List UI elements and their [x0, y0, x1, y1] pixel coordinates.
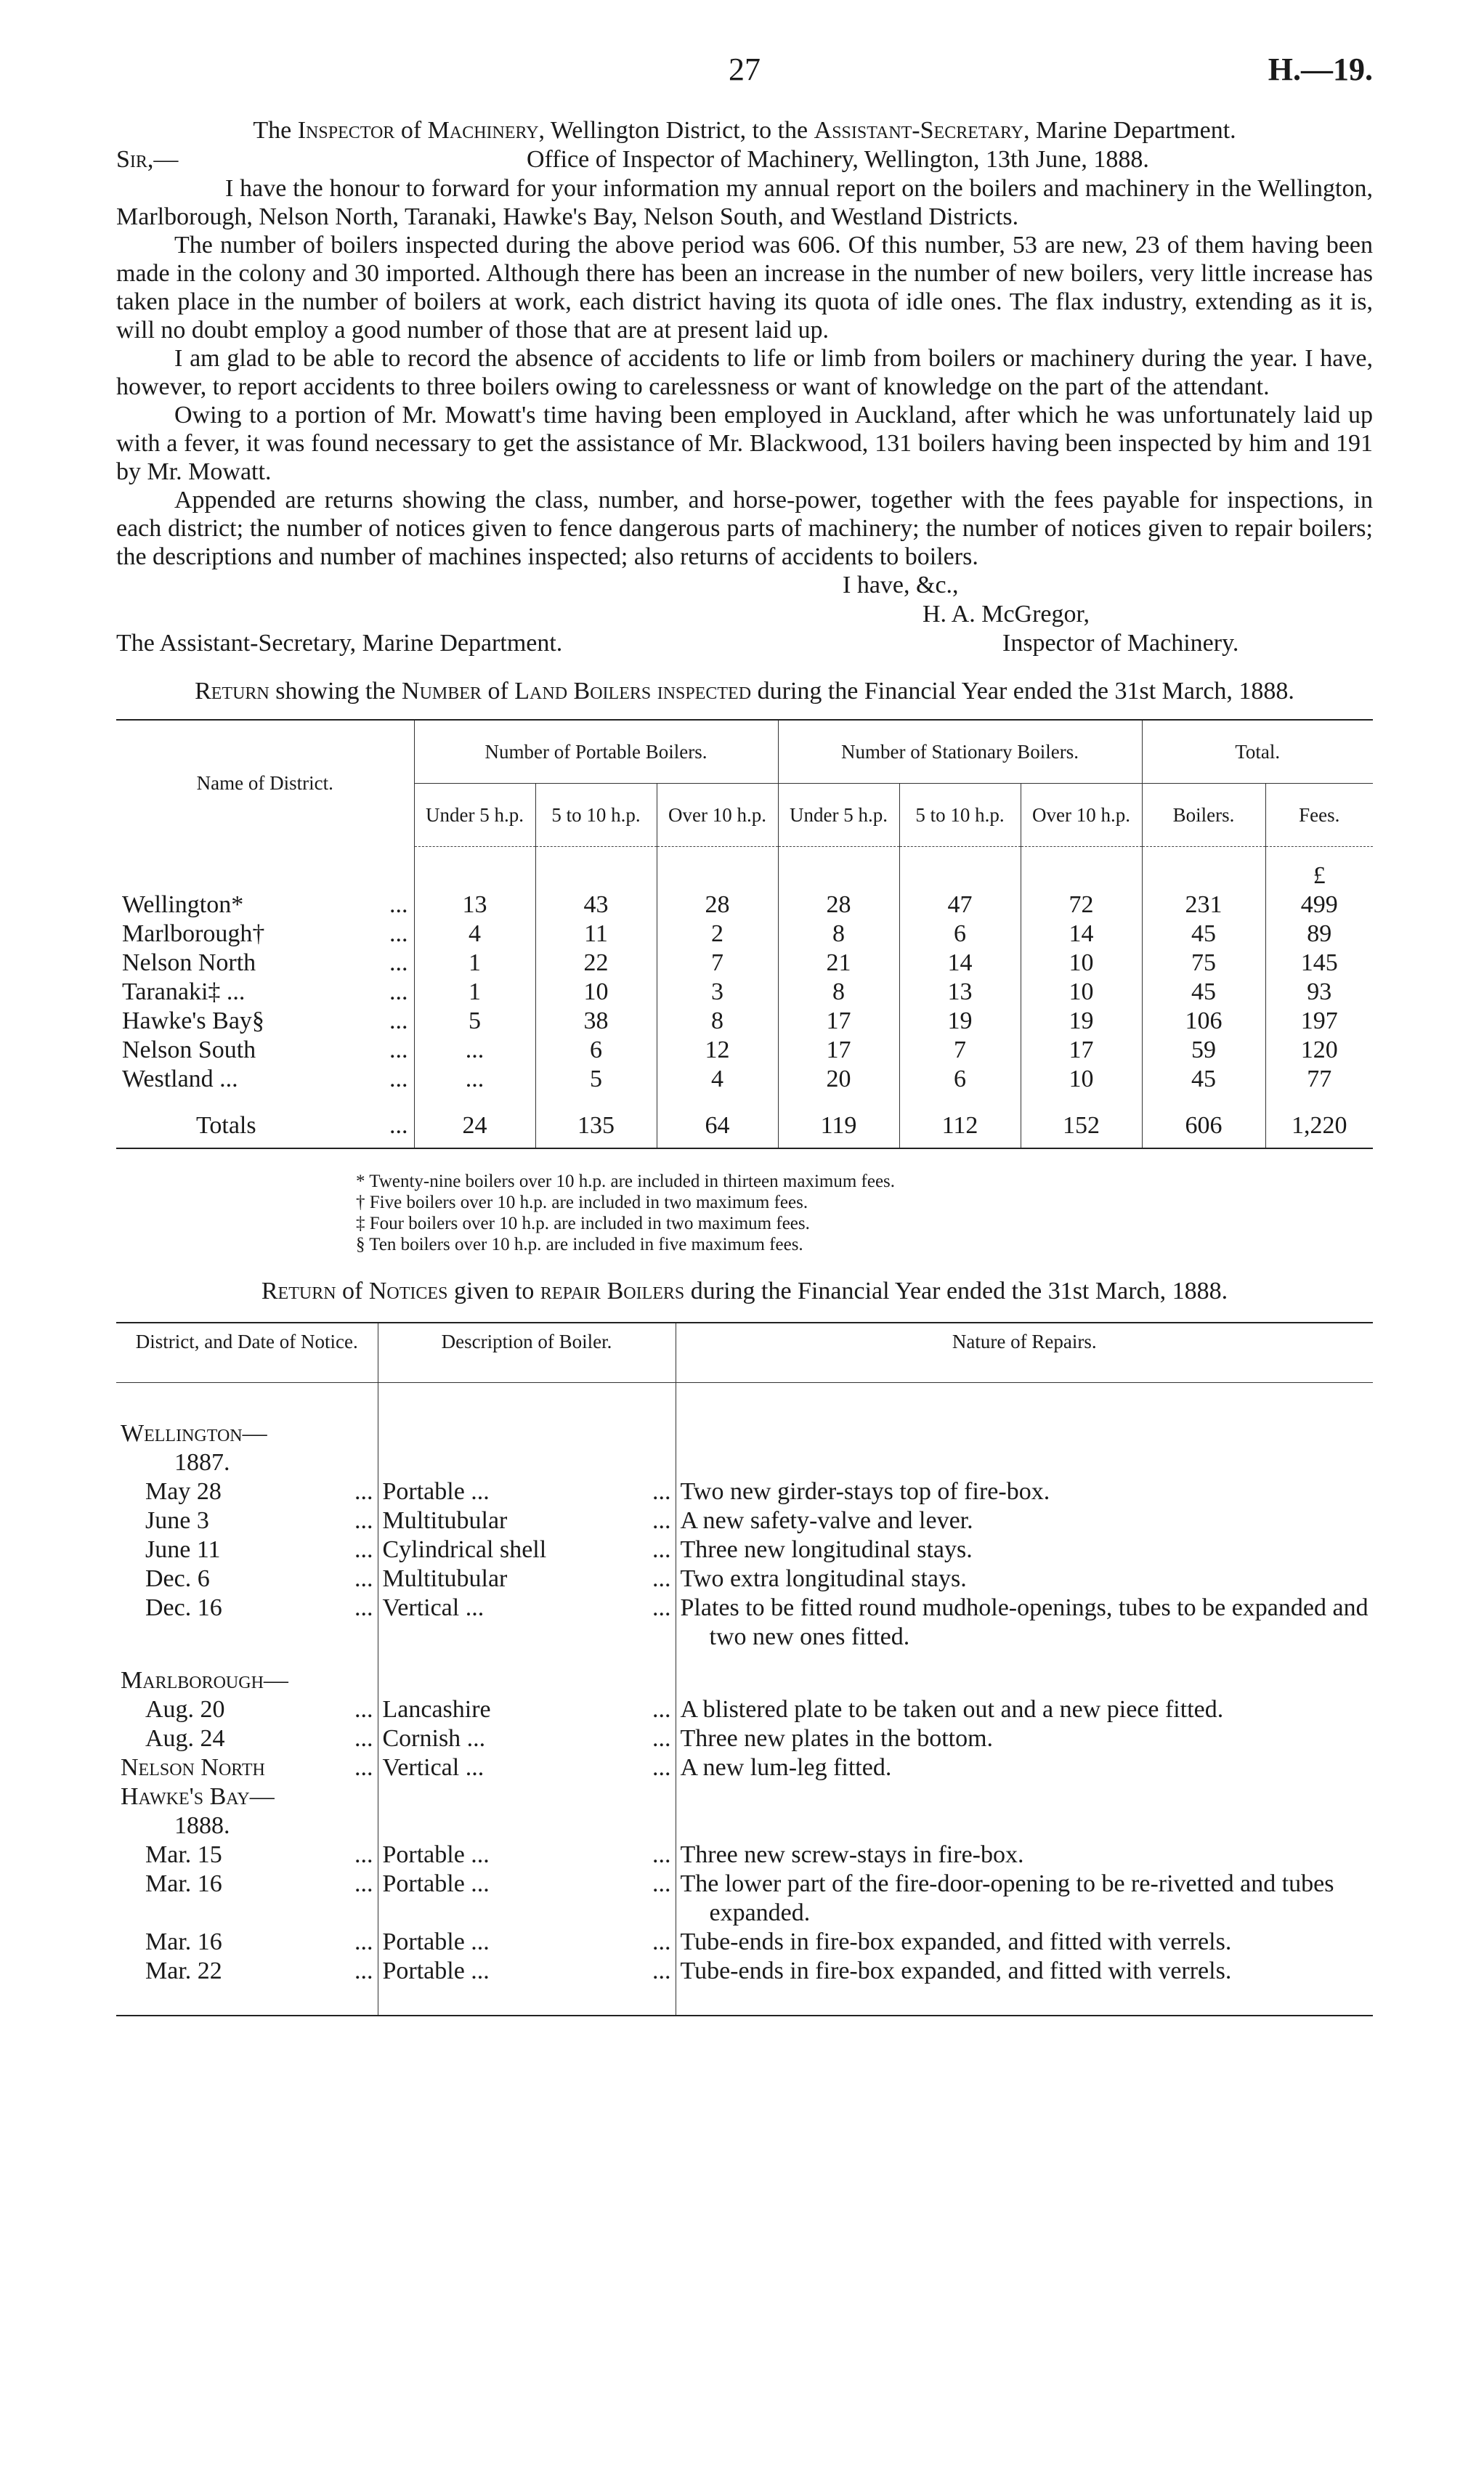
- letter-paragraph: I have the honour to forward for your information my annual report on the boilers and machinery in the Wellington, Marlborough, Nelson North, Taranaki, Hawke's Bay, Nelson South, and Westland Districts.: [116, 175, 1373, 230]
- col-district: Name of District.: [196, 772, 333, 795]
- table-row: Westland ... ... ... 5 4 20 6 10 45 77: [116, 1065, 1373, 1094]
- sub-over10: Over 10 h.p.: [1021, 784, 1142, 847]
- sub-fees: Fees.: [1265, 784, 1373, 847]
- table-row: Taranaki‡ ... ... 1 10 3 8 13 10 45 93: [116, 978, 1373, 1007]
- sub-boilers: Boilers.: [1142, 784, 1265, 847]
- table-row: Wellington* ... 13 43 28 28 47 72 231 499: [116, 890, 1373, 920]
- table-row: Hawke's Bay§ ... 5 38 8 17 19 19 106 197: [116, 1007, 1373, 1036]
- boiler-return-title: Return showing the Number of Land Boilers inspected during the Financial Year ended the 31st March, 1888.: [195, 678, 1294, 705]
- table-row: May 28 ... Portable ... ... Two new girder-stays top of fire-box.: [116, 1477, 1373, 1506]
- footnote: § Ten boilers over 10 h.p. are included in five maximum fees.: [356, 1235, 803, 1254]
- table-row: Mar. 16 ... Portable ... ... The lower part of the fire-door-opening to be re-rivetted and tubes expanded.: [116, 1870, 1373, 1928]
- sub-under5: Under 5 h.p.: [778, 784, 899, 847]
- table-row: Marlborough† ... 4 11 2 8 6 14 45 89: [116, 920, 1373, 949]
- year-label: 1888.: [174, 1812, 230, 1839]
- letter-title: The Inspector of Machinery, Wellington District, to the Assistant-Secretary, Marine Department.: [253, 117, 1236, 144]
- signature-block: [116, 571, 1373, 658]
- repair-return-table: [116, 1322, 1373, 2016]
- series-number: H.—19.: [1268, 52, 1373, 87]
- table-row: Dec. 6 ... Multitubular ... Two extra longitudinal stays.: [116, 1565, 1373, 1594]
- addressee: The Assistant-Secretary, Marine Department.: [116, 630, 563, 657]
- table-row: June 3 ... Multitubular ... A new safety-valve and lever.: [116, 1506, 1373, 1535]
- page-number: 27: [729, 52, 761, 87]
- table-row: Nelson North ... 1 22 7 21 14 10 75 145: [116, 949, 1373, 978]
- letter-paragraph: The number of boilers inspected during the above period was 606. Of this number, 53 are new, 23 of them having been made in the colony and 30 imported. Although there has been an increase in the number of new boilers, very little increase has taken place in the number of boilers at work, each district having its quota of idle ones. The flax industry, extending as it is, will no doubt employ a good number of those that are at present laid up.: [116, 232, 1373, 344]
- page-header: [116, 51, 1373, 109]
- table-row: June 11 ... Cylindrical shell ... Three new longitudinal stays.: [116, 1535, 1373, 1565]
- sub-5to10: 5 to 10 h.p.: [535, 784, 657, 847]
- sub-5to10: 5 to 10 h.p.: [899, 784, 1021, 847]
- table-row: Nelson South ... ... 6 12 17 7 17 59 120: [116, 1036, 1373, 1065]
- table-row: Mar. 15 ... Portable ... ... Three new screw-stays in fire-box.: [116, 1841, 1373, 1870]
- footnote: * Twenty-nine boilers over 10 h.p. are included in thirteen maximum fees.: [356, 1172, 896, 1191]
- footnote: † Five boilers over 10 h.p. are included in two maximum fees.: [356, 1193, 808, 1212]
- footnote: ‡ Four boilers over 10 h.p. are included in two maximum fees.: [356, 1214, 810, 1233]
- repair-return-title: Return of Notices given to repair Boilers during the Financial Year ended the 31st March, 1888.: [261, 1278, 1228, 1305]
- table-row: Mar. 16 ... Portable ... ... Tube-ends in fire-box expanded, and fitted with verrels.: [116, 1928, 1373, 1957]
- col-portable: Number of Portable Boilers.: [414, 720, 778, 784]
- signature: H. A. McGregor,: [923, 601, 1090, 628]
- sub-under5: Under 5 h.p.: [414, 784, 535, 847]
- letter-paragraph: I am glad to be able to record the absence of accidents to life or limb from boilers or machinery during the year. I have, however, to report accidents to three boilers owing to carelessness or want of knowledge on the part of the attendant.: [116, 345, 1373, 400]
- closing: I have, &c.,: [843, 572, 959, 599]
- salutation: Sir,—: [116, 146, 179, 173]
- year-label: 1887.: [174, 1449, 230, 1476]
- table-row: Dec. 16 ... Vertical ... ... Plates to be fitted round mudhole-openings, tubes to be expanded and two new ones fitted.: [116, 1594, 1373, 1652]
- table-row: Aug. 24 ... Cornish ... ... Three new plates in the bottom.: [116, 1724, 1373, 1753]
- sub-over10: Over 10 h.p.: [657, 784, 778, 847]
- section-heading: Wellington—: [121, 1420, 267, 1447]
- section-heading: Marlborough—: [121, 1667, 288, 1694]
- footnotes: [356, 1171, 1373, 1255]
- boiler-return-table: [116, 719, 1373, 1149]
- letter-paragraph: Appended are returns showing the class, number, and horse-power, together with the fees payable for inspections, in each district; the number of notices given to fence dangerous parts of machinery; the number of notices given to repair boilers; the descriptions and number of machines inspected; also returns of accidents to boilers.: [116, 487, 1373, 570]
- signature-title: Inspector of Machinery.: [1002, 630, 1239, 657]
- section-heading: Hawke's Bay—: [121, 1783, 275, 1810]
- letter-paragraph: Owing to a portion of Mr. Mowatt's time having been employed in Auckland, after which he was unfortunately laid up with a fever, it was found necessary to get the assistance of Mr. Blackwood, 131 boilers having been inspected by him and 191 by Mr. Mowatt.: [116, 402, 1373, 485]
- salutation-line: [116, 145, 1373, 174]
- totals-row: Totals ... 24 135 64 119 112 152 606 1,220: [116, 1094, 1373, 1148]
- table-row: Mar. 22 ... Portable ... ... Tube-ends in fire-box expanded, and fitted with verrels.: [116, 1957, 1373, 2016]
- table-row: Nelson North ... Vertical ... ... A new lum-leg fitted.: [116, 1753, 1373, 1782]
- currency-symbol: £: [1265, 847, 1373, 891]
- col-district-date: District, and Date of Notice.: [116, 1323, 378, 1383]
- office-dateline: Office of Inspector of Machinery, Wellington, 13th June, 1888.: [527, 146, 1149, 173]
- table-row: Aug. 20 ... Lancashire ... A blistered plate to be taken out and a new piece fitted.: [116, 1695, 1373, 1724]
- col-description: Description of Boiler.: [378, 1323, 676, 1383]
- col-total: Total.: [1142, 720, 1373, 784]
- document-page: [116, 51, 1373, 2016]
- col-stationary: Number of Stationary Boilers.: [778, 720, 1142, 784]
- col-nature: Nature of Repairs.: [676, 1323, 1373, 1383]
